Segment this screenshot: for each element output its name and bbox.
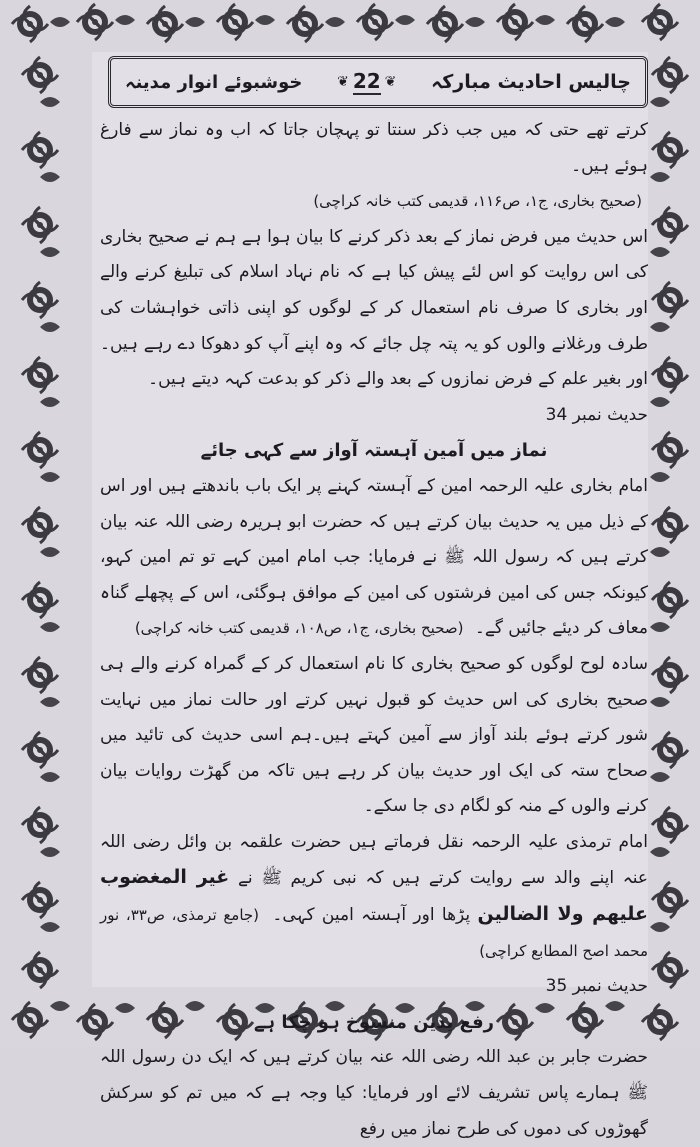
book-title: چالیس احادیث مبارکہ xyxy=(431,71,631,93)
page-body xyxy=(100,113,648,1147)
hadith-number: حدیث نمبر 34 xyxy=(545,404,648,425)
section-heading: رفع یدین منسوخ ہو چکا ہے xyxy=(253,1011,495,1033)
paragraph: اس حدیث میں فرض نماز کے بعد ذکر کرنے کا بیان ہوا ہے ہم نے صحیح بخاری کی اس روایت کو اس لئے پیش کیا ہے کہ نام نہاد اسلام کی تبلیغ کرنے والے اور بخاری کا صرف نام استعمال کر کے لوگوں کو اپنی ذاتی خواہشات کی طرف ورغلانے والوں کو یہ پتہ چل جائے کہ وہ اپنے آپ کو دھوکا دے رہے ہیں۔اور بغیر علم کے فرض نمازوں کے بعد والے ذکر کو بدعت کہہ دیتے ہیں۔ xyxy=(100,226,648,390)
paragraph xyxy=(100,469,648,647)
ornament-icon: ❦ xyxy=(384,74,397,90)
citation: (صحیح بخاری، ج۱، ص۱۱۶، قدیمی کتب خانہ کراچی) xyxy=(313,192,642,211)
paragraph-text: امام ترمذی علیہ الرحمہ نقل فرماتے ہیں حضرت علقمہ بن وائل رضی اللہ عنہ اپنے والد سے روایت کرتے ہیں کہ نبی کریم ﷺ نے xyxy=(100,831,649,889)
paragraph: سادہ لوح لوگوں کو صحیح بخاری کا نام استعمال کر کے گمراہ کرنے والے ہی صحیح بخاری کی اس حدیث کو قبول نہیں کرتے اور حالت نماز میں نہایت شور کرتے ہوئے بلند آواز سے آمین کہتے ہیں۔ہم اسی حدیث کی تائید میں صحاح ستہ کی ایک اور حدیث بیان کر رہے ہیں تاکہ من گھڑت روایات بیان کرنے والوں کے منہ کو لگام دی جا سکے۔ xyxy=(100,653,648,817)
ornament-icon: ❦ xyxy=(337,74,349,90)
page-number-box xyxy=(337,69,396,95)
paragraph-text: امام بخاری علیہ الرحمہ امین کے آہستہ کہنے پر ایک باب باندھتے ہیں اور اس کے ذیل میں یہ حدیث بیان کرتے ہیں کہ حضرت ابو ہریرہ رضی اللہ عنہ بیان کرتے ہیں کہ رسول اللہ ﷺ نے فرمایا: جب امام امین کہے تو تم امین کہو، کیونکہ جس کی امین فرشتوں کی امین کے موافق ہوگئی، اس کے پچھلے گناہ معاف کر دیئے جائیں گے۔ xyxy=(100,475,648,639)
paragraph xyxy=(100,825,648,969)
quran-quote: غیر المغضوب علیھم ولا الضالین xyxy=(100,866,648,926)
citation: (صحیح بخاری، ج۱، ص۱۰۸، قدیمی کتب خانہ کراچی) xyxy=(134,619,464,638)
citation: (جامع ترمذی، ص۳۳، نور محمد اصح المطابع کراچی) xyxy=(100,906,648,960)
paragraph-text: پڑھا اور آہستہ امین کہی۔ xyxy=(272,905,471,926)
section-heading: نماز میں آمین آہستہ آواز سے کہی جائے xyxy=(200,440,548,462)
paragraph: حضرت جابر بن عبد اللہ رضی اللہ عنہ بیان کرتے ہیں کہ ایک دن رسول اللہ ﷺ ہمارے پاس تشریف لائے اور فرمایا: کیا وجہ ہے کہ میں تم کو سرکش گھوڑوں کی دموں کی طرح نماز میں رفع xyxy=(100,1047,648,1139)
hadith-number: حدیث نمبر 35 xyxy=(545,976,648,997)
running-header xyxy=(108,56,648,108)
site-name: خوشبوئے انوار مدینہ xyxy=(125,71,303,93)
page-number: 22 xyxy=(352,69,381,93)
paragraph: کرتے تھے حتی کہ میں جب ذکر سنتا تو پہچان جاتا کہ اب وہ نماز سے فارغ ہوئے ہیں۔ xyxy=(100,120,648,176)
